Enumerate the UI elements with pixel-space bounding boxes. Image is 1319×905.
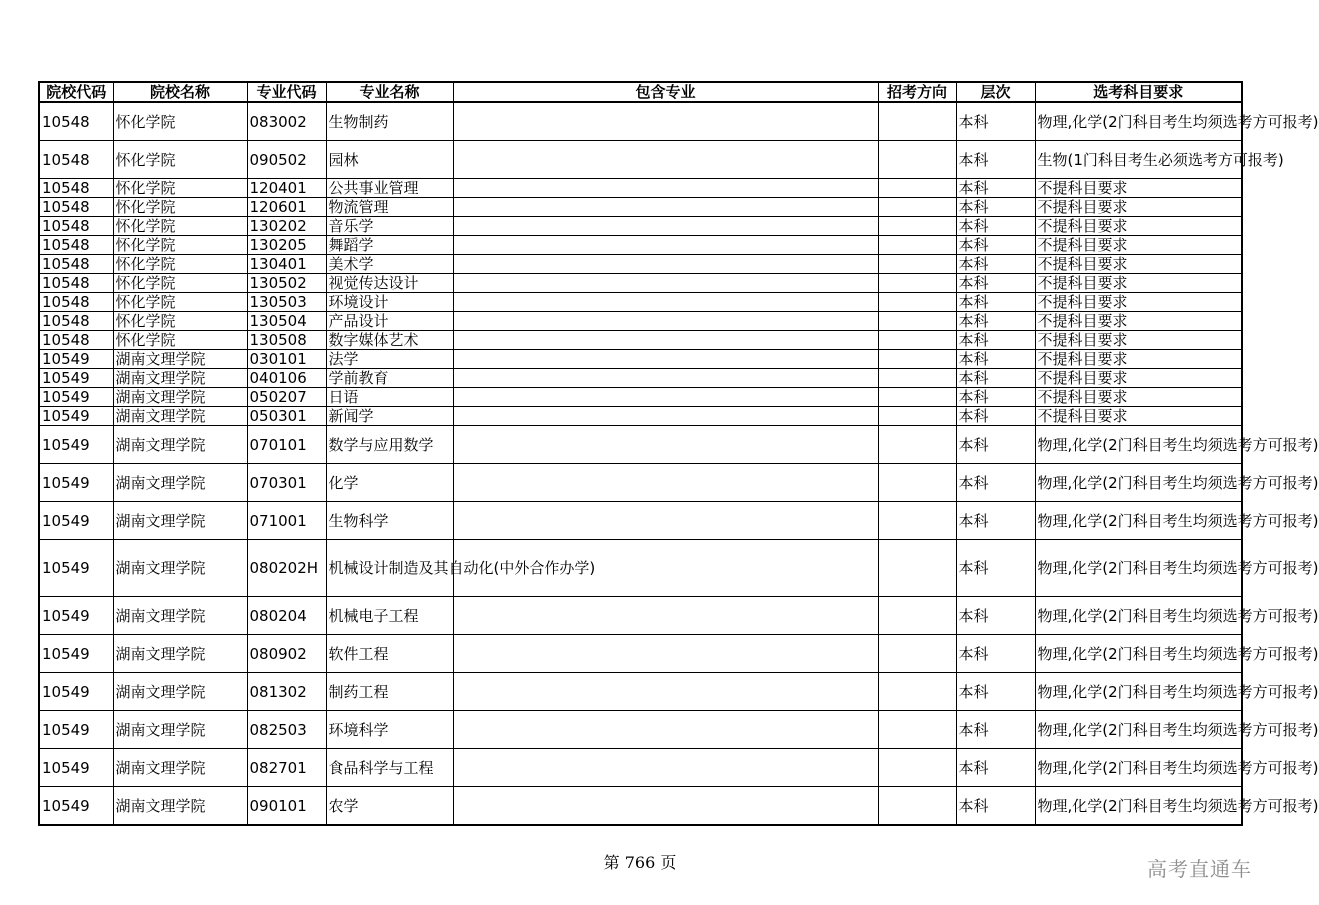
- cell-subject-requirement: 不提科目要求: [1035, 350, 1242, 369]
- table-row: [39, 635, 1242, 673]
- cell-included-majors: [453, 502, 878, 540]
- cell-school-code: 10548: [39, 217, 113, 236]
- cell-level: 本科: [956, 312, 1035, 331]
- cell-school-code: 10549: [39, 426, 113, 464]
- header-major-code: 专业代码: [247, 82, 326, 102]
- cell-major-code: 130202: [247, 217, 326, 236]
- cell-school-code: 10549: [39, 749, 113, 787]
- cell-major-name: 法学: [326, 350, 453, 369]
- header-school-name: 院校名称: [113, 82, 247, 102]
- table-row: [39, 255, 1242, 274]
- cell-direction: [878, 331, 956, 350]
- cell-school-name: 湖南文理学院: [113, 749, 247, 787]
- table-row: [39, 102, 1242, 141]
- cell-school-name: 湖南文理学院: [113, 635, 247, 673]
- watermark: 高考直通车: [1147, 857, 1252, 881]
- table-row: [39, 540, 1242, 597]
- cell-subject-requirement: 物理,化学(2门科目考生均须选考方可报考): [1035, 502, 1242, 540]
- cell-level: 本科: [956, 293, 1035, 312]
- cell-included-majors: [453, 407, 878, 426]
- cell-direction: [878, 198, 956, 217]
- header-school-code: 院校代码: [39, 82, 113, 102]
- cell-school-code: 10549: [39, 787, 113, 826]
- cell-included-majors: [453, 217, 878, 236]
- cell-subject-requirement: 物理,化学(2门科目考生均须选考方可报考): [1035, 102, 1242, 141]
- table-row: [39, 179, 1242, 198]
- cell-major-code: 040106: [247, 369, 326, 388]
- header-subject-requirement: 选考科目要求: [1035, 82, 1242, 102]
- cell-school-name: 湖南文理学院: [113, 540, 247, 597]
- cell-subject-requirement: 不提科目要求: [1035, 369, 1242, 388]
- cell-level: 本科: [956, 141, 1035, 179]
- cell-level: 本科: [956, 426, 1035, 464]
- cell-subject-requirement: 物理,化学(2门科目考生均须选考方可报考): [1035, 540, 1242, 597]
- cell-school-code: 10549: [39, 407, 113, 426]
- table-row: [39, 141, 1242, 179]
- cell-level: 本科: [956, 350, 1035, 369]
- cell-school-name: 怀化学院: [113, 274, 247, 293]
- cell-major-name: 音乐学: [326, 217, 453, 236]
- cell-level: 本科: [956, 102, 1035, 141]
- cell-direction: [878, 236, 956, 255]
- table-row: [39, 749, 1242, 787]
- cell-level: 本科: [956, 673, 1035, 711]
- cell-included-majors: [453, 635, 878, 673]
- cell-school-name: 怀化学院: [113, 217, 247, 236]
- cell-direction: [878, 293, 956, 312]
- cell-included-majors: [453, 673, 878, 711]
- table-row: [39, 274, 1242, 293]
- cell-level: 本科: [956, 274, 1035, 293]
- table-row: [39, 331, 1242, 350]
- cell-school-code: 10548: [39, 293, 113, 312]
- cell-included-majors: [453, 388, 878, 407]
- cell-major-code: 083002: [247, 102, 326, 141]
- cell-included-majors: [453, 255, 878, 274]
- cell-major-code: 130401: [247, 255, 326, 274]
- cell-direction: [878, 407, 956, 426]
- cell-school-name: 湖南文理学院: [113, 502, 247, 540]
- cell-subject-requirement: 生物(1门科目考生必须选考方可报考): [1035, 141, 1242, 179]
- cell-major-name: 新闻学: [326, 407, 453, 426]
- cell-included-majors: [453, 331, 878, 350]
- cell-school-name: 湖南文理学院: [113, 464, 247, 502]
- cell-major-code: 071001: [247, 502, 326, 540]
- cell-included-majors: [453, 179, 878, 198]
- cell-included-majors: [453, 787, 878, 826]
- cell-major-name: 美术学: [326, 255, 453, 274]
- cell-major-name: 环境设计: [326, 293, 453, 312]
- cell-level: 本科: [956, 711, 1035, 749]
- cell-school-code: 10548: [39, 331, 113, 350]
- cell-major-name: 园林: [326, 141, 453, 179]
- cell-level: 本科: [956, 331, 1035, 350]
- cell-school-code: 10549: [39, 464, 113, 502]
- cell-subject-requirement: 不提科目要求: [1035, 255, 1242, 274]
- table-row: [39, 369, 1242, 388]
- cell-included-majors: [453, 293, 878, 312]
- cell-major-code: 130503: [247, 293, 326, 312]
- cell-included-majors: [453, 464, 878, 502]
- table-body: [39, 102, 1319, 825]
- cell-direction: [878, 217, 956, 236]
- header-included-majors: 包含专业: [453, 82, 878, 102]
- header-direction: 招考方向: [878, 82, 956, 102]
- cell-subject-requirement: 不提科目要求: [1035, 388, 1242, 407]
- cell-subject-requirement: 不提科目要求: [1035, 236, 1242, 255]
- cell-level: 本科: [956, 407, 1035, 426]
- cell-major-code: 081302: [247, 673, 326, 711]
- cell-school-name: 湖南文理学院: [113, 369, 247, 388]
- table-row: [39, 236, 1242, 255]
- table-row: [39, 350, 1242, 369]
- cell-subject-requirement: 物理,化学(2门科目考生均须选考方可报考): [1035, 464, 1242, 502]
- cell-included-majors: [453, 274, 878, 293]
- cell-major-code: 082503: [247, 711, 326, 749]
- cell-major-code: 070101: [247, 426, 326, 464]
- cell-major-name: 数学与应用数学: [326, 426, 453, 464]
- cell-level: 本科: [956, 236, 1035, 255]
- cell-school-name: 湖南文理学院: [113, 426, 247, 464]
- cell-school-name: 湖南文理学院: [113, 350, 247, 369]
- cell-school-name: 怀化学院: [113, 331, 247, 350]
- cell-school-name: 湖南文理学院: [113, 673, 247, 711]
- page-number: 第 766 页: [603, 853, 677, 872]
- cell-level: 本科: [956, 787, 1035, 826]
- cell-major-name: 学前教育: [326, 369, 453, 388]
- cell-direction: [878, 787, 956, 826]
- cell-school-name: 怀化学院: [113, 255, 247, 274]
- cell-major-name: 化学: [326, 464, 453, 502]
- cell-major-code: 050301: [247, 407, 326, 426]
- cell-direction: [878, 502, 956, 540]
- cell-included-majors: [453, 597, 878, 635]
- cell-school-code: 10548: [39, 274, 113, 293]
- cell-major-code: 070301: [247, 464, 326, 502]
- cell-level: 本科: [956, 464, 1035, 502]
- cell-major-code: 130508: [247, 331, 326, 350]
- cell-direction: [878, 141, 956, 179]
- cell-school-code: 10549: [39, 369, 113, 388]
- cell-included-majors: [453, 102, 878, 141]
- cell-direction: [878, 369, 956, 388]
- cell-school-name: 怀化学院: [113, 312, 247, 331]
- cell-direction: [878, 426, 956, 464]
- cell-level: 本科: [956, 179, 1035, 198]
- cell-direction: [878, 102, 956, 141]
- cell-included-majors: [453, 711, 878, 749]
- cell-school-code: 10548: [39, 179, 113, 198]
- cell-major-name: 视觉传达设计: [326, 274, 453, 293]
- cell-major-code: 120401: [247, 179, 326, 198]
- cell-subject-requirement: 物理,化学(2门科目考生均须选考方可报考): [1035, 635, 1242, 673]
- cell-major-code: 090101: [247, 787, 326, 826]
- cell-subject-requirement: 不提科目要求: [1035, 274, 1242, 293]
- cell-direction: [878, 274, 956, 293]
- cell-direction: [878, 255, 956, 274]
- cell-school-name: 湖南文理学院: [113, 597, 247, 635]
- cell-major-code: 080204: [247, 597, 326, 635]
- cell-direction: [878, 464, 956, 502]
- cell-subject-requirement: 不提科目要求: [1035, 407, 1242, 426]
- cell-school-name: 怀化学院: [113, 141, 247, 179]
- header-level: 层次: [956, 82, 1035, 102]
- cell-level: 本科: [956, 749, 1035, 787]
- cell-level: 本科: [956, 369, 1035, 388]
- cell-major-name: 环境科学: [326, 711, 453, 749]
- admission-table: [38, 81, 1319, 826]
- cell-major-name: 日语: [326, 388, 453, 407]
- cell-school-code: 10549: [39, 540, 113, 597]
- cell-direction: [878, 635, 956, 673]
- cell-level: 本科: [956, 502, 1035, 540]
- cell-school-code: 10548: [39, 102, 113, 141]
- cell-level: 本科: [956, 217, 1035, 236]
- cell-school-name: 湖南文理学院: [113, 407, 247, 426]
- cell-major-name: 数字媒体艺术: [326, 331, 453, 350]
- cell-major-code: 080902: [247, 635, 326, 673]
- cell-included-majors: [453, 749, 878, 787]
- cell-school-name: 怀化学院: [113, 102, 247, 141]
- table-row: [39, 502, 1242, 540]
- cell-school-name: 湖南文理学院: [113, 388, 247, 407]
- table-row: [39, 673, 1242, 711]
- cell-school-code: 10548: [39, 255, 113, 274]
- cell-direction: [878, 711, 956, 749]
- cell-school-name: 怀化学院: [113, 236, 247, 255]
- cell-included-majors: [453, 141, 878, 179]
- cell-school-code: 10548: [39, 312, 113, 331]
- cell-direction: [878, 350, 956, 369]
- cell-included-majors: [453, 236, 878, 255]
- cell-major-name: 农学: [326, 787, 453, 826]
- cell-major-name: 生物科学: [326, 502, 453, 540]
- cell-major-code: 050207: [247, 388, 326, 407]
- cell-school-name: 湖南文理学院: [113, 787, 247, 826]
- cell-direction: [878, 540, 956, 597]
- cell-major-name: 食品科学与工程: [326, 749, 453, 787]
- cell-included-majors: [453, 369, 878, 388]
- cell-direction: [878, 388, 956, 407]
- cell-school-name: 怀化学院: [113, 179, 247, 198]
- cell-major-code: 130205: [247, 236, 326, 255]
- cell-direction: [878, 673, 956, 711]
- cell-major-code: 082701: [247, 749, 326, 787]
- cell-major-name: 机械设计制造及其自动化(中外合作办学): [326, 540, 453, 597]
- cell-school-code: 10548: [39, 198, 113, 217]
- cell-subject-requirement: 不提科目要求: [1035, 312, 1242, 331]
- cell-major-name: 机械电子工程: [326, 597, 453, 635]
- table-row: [39, 312, 1242, 331]
- cell-school-code: 10549: [39, 597, 113, 635]
- table-row: [39, 597, 1242, 635]
- cell-subject-requirement: 不提科目要求: [1035, 217, 1242, 236]
- cell-school-name: 怀化学院: [113, 293, 247, 312]
- table-row: [39, 293, 1242, 312]
- cell-school-name: 怀化学院: [113, 198, 247, 217]
- header-major-name: 专业名称: [326, 82, 453, 102]
- cell-included-majors: [453, 350, 878, 369]
- table-row: [39, 388, 1242, 407]
- header-row: [39, 82, 1242, 102]
- cell-major-code: 130504: [247, 312, 326, 331]
- cell-subject-requirement: 物理,化学(2门科目考生均须选考方可报考): [1035, 787, 1242, 826]
- cell-direction: [878, 749, 956, 787]
- cell-major-name: 软件工程: [326, 635, 453, 673]
- cell-included-majors: [453, 198, 878, 217]
- cell-direction: [878, 597, 956, 635]
- cell-level: 本科: [956, 198, 1035, 217]
- cell-major-name: 公共事业管理: [326, 179, 453, 198]
- cell-direction: [878, 312, 956, 331]
- cell-major-name: 制药工程: [326, 673, 453, 711]
- cell-school-code: 10549: [39, 673, 113, 711]
- cell-level: 本科: [956, 255, 1035, 274]
- table-row: [39, 426, 1242, 464]
- cell-subject-requirement: 物理,化学(2门科目考生均须选考方可报考): [1035, 426, 1242, 464]
- cell-subject-requirement: 物理,化学(2门科目考生均须选考方可报考): [1035, 673, 1242, 711]
- table-row: [39, 787, 1242, 826]
- cell-subject-requirement: 物理,化学(2门科目考生均须选考方可报考): [1035, 597, 1242, 635]
- cell-subject-requirement: 不提科目要求: [1035, 198, 1242, 217]
- cell-level: 本科: [956, 635, 1035, 673]
- cell-school-code: 10549: [39, 388, 113, 407]
- cell-school-code: 10548: [39, 141, 113, 179]
- cell-major-code: 130502: [247, 274, 326, 293]
- cell-major-name: 生物制药: [326, 102, 453, 141]
- cell-direction: [878, 179, 956, 198]
- cell-major-code: 030101: [247, 350, 326, 369]
- cell-school-code: 10548: [39, 236, 113, 255]
- cell-included-majors: [453, 312, 878, 331]
- cell-major-code: 090502: [247, 141, 326, 179]
- table-row: [39, 217, 1242, 236]
- cell-level: 本科: [956, 597, 1035, 635]
- cell-subject-requirement: 物理,化学(2门科目考生均须选考方可报考): [1035, 711, 1242, 749]
- cell-major-code: 080202H: [247, 540, 326, 597]
- cell-major-name: 产品设计: [326, 312, 453, 331]
- table-row: [39, 711, 1242, 749]
- table-row: [39, 464, 1242, 502]
- cell-subject-requirement: 不提科目要求: [1035, 331, 1242, 350]
- table-row: [39, 407, 1242, 426]
- cell-subject-requirement: 物理,化学(2门科目考生均须选考方可报考): [1035, 749, 1242, 787]
- table-row: [39, 198, 1242, 217]
- cell-level: 本科: [956, 388, 1035, 407]
- cell-included-majors: [453, 426, 878, 464]
- cell-level: 本科: [956, 540, 1035, 597]
- cell-subject-requirement: 不提科目要求: [1035, 179, 1242, 198]
- cell-school-code: 10549: [39, 350, 113, 369]
- cell-major-name: 舞蹈学: [326, 236, 453, 255]
- cell-major-code: 120601: [247, 198, 326, 217]
- cell-school-name: 湖南文理学院: [113, 711, 247, 749]
- cell-school-code: 10549: [39, 711, 113, 749]
- cell-school-code: 10549: [39, 502, 113, 540]
- cell-subject-requirement: 不提科目要求: [1035, 293, 1242, 312]
- cell-major-name: 物流管理: [326, 198, 453, 217]
- cell-school-code: 10549: [39, 635, 113, 673]
